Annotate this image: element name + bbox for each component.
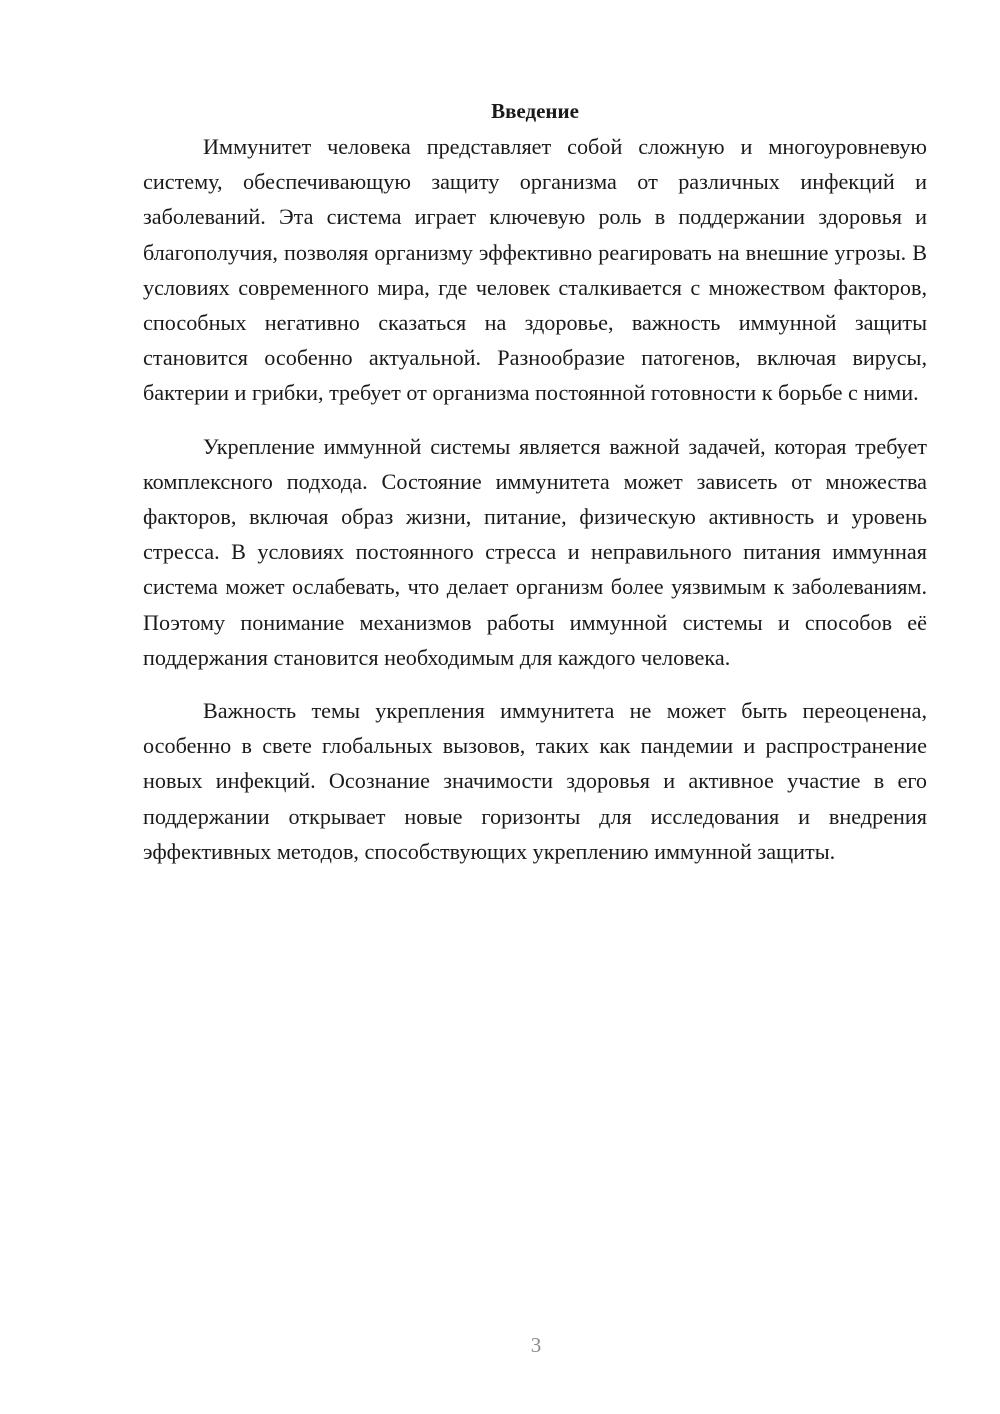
paragraph-2: Укрепление иммунной системы является важной задачей, которая требует комплексного подхода. Состояние иммунитета может зависеть от множества факторов, включая образ жизни, питание, физическую активность и уровень стресса. В условиях постоянного стресса и неправильного питания иммунная система может ослабевать, что делает организм более уязвимым к заболеваниям. Поэтому понимание механизмов работы иммунной системы и способов её поддержания становится необходимым для каждого человека. [143,433,927,670]
section-title: Введение [491,99,579,123]
page-content [143,94,927,869]
paragraph-1: Иммунитет человека представляет собой сложную и многоуровневую систему, обеспечивающую защиту организма от различных инфекций и заболеваний. Эта система играет ключевую роль в поддержании здоровья и благополучия, позволяя организму эффективно реагировать на внешние угрозы. В условиях современного мира, где человек сталкивается с множеством факторов, способных негативно сказаться на здоровье, важность иммунной защиты становится особенно актуальной. Разнообразие патогенов, включая вирусы, бактерии и грибки, требует от организма постоянной готовности к борьбе с ними. [143,134,927,406]
paragraph-3: Важность темы укрепления иммунитета не может быть переоценена, особенно в свете глобальных вызовов, таких как пандемии и распространение новых инфекций. Осознание значимости здоровья и активное участие в его поддержании открывает новые горизонты для исследования и внедрения эффективных методов, способствующих укреплению иммунной защиты. [143,698,927,864]
page-number: 3 [530,1333,542,1357]
